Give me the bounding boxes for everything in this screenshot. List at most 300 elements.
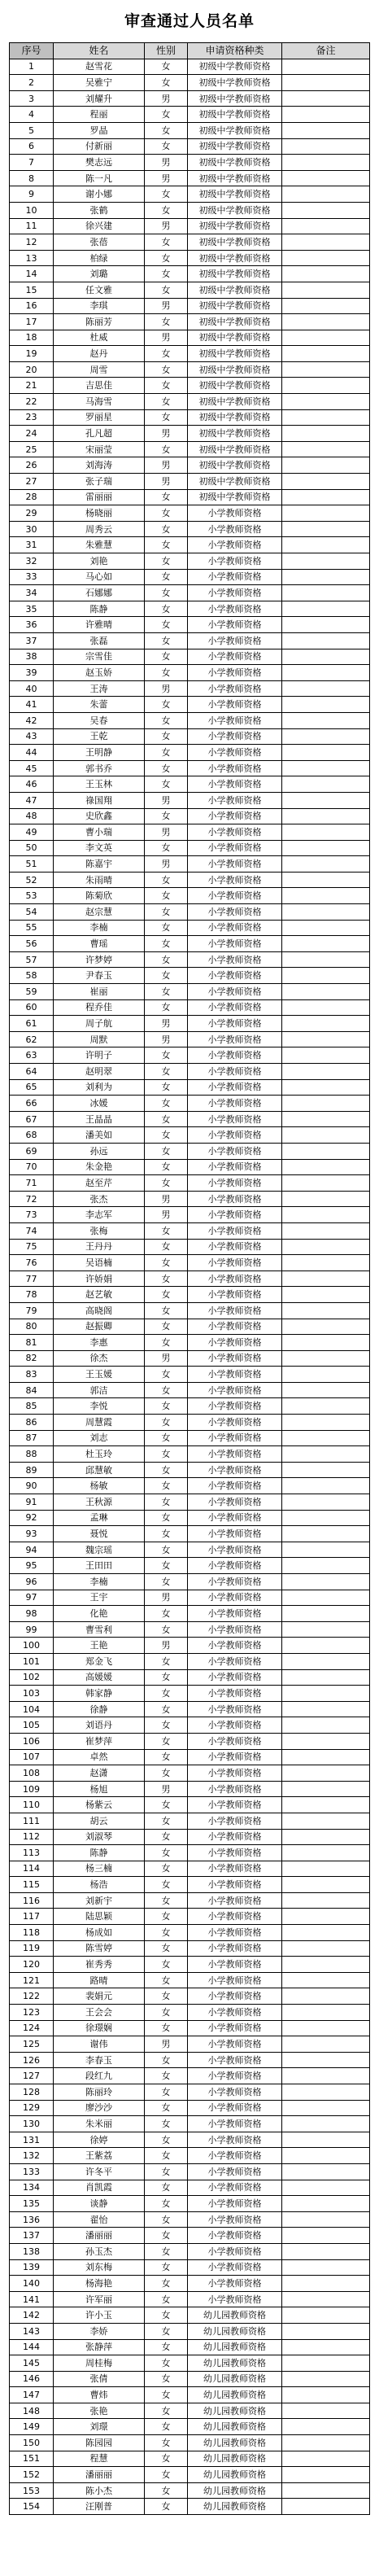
row-index: 22	[10, 394, 54, 410]
row-qualification-type: 小学教师资格	[188, 1255, 282, 1271]
table-row	[10, 1701, 370, 1717]
table-row	[10, 984, 370, 1000]
row-gender: 女	[145, 441, 188, 457]
row-index: 151	[10, 2451, 54, 2467]
table-row	[10, 489, 370, 505]
row-name: 宋丽莹	[54, 441, 145, 457]
row-remarks	[282, 840, 370, 856]
row-remarks	[282, 250, 370, 266]
row-index: 84	[10, 1382, 54, 1398]
row-index: 119	[10, 1940, 54, 1957]
row-name: 刘海涛	[54, 457, 145, 474]
row-gender: 女	[145, 1398, 188, 1415]
table-row	[10, 2116, 370, 2132]
row-remarks	[282, 441, 370, 457]
row-name: 杨紫云	[54, 1797, 145, 1813]
row-name: 张杰	[54, 1191, 145, 1207]
table-row	[10, 155, 370, 171]
row-qualification-type: 小学教师资格	[188, 1861, 282, 1877]
table-row	[10, 1957, 370, 1973]
row-qualification-type: 初级中学教师资格	[188, 155, 282, 171]
row-qualification-type: 小学教师资格	[188, 1175, 282, 1192]
row-gender: 女	[145, 2228, 188, 2244]
row-qualification-type: 小学教师资格	[188, 1047, 282, 1064]
row-gender: 女	[145, 75, 188, 91]
row-index: 14	[10, 266, 54, 282]
table-row	[10, 1669, 370, 1686]
row-qualification-type: 初级中学教师资格	[188, 90, 282, 107]
table-row	[10, 856, 370, 873]
row-remarks	[282, 2419, 370, 2435]
row-qualification-type: 小学教师资格	[188, 1350, 282, 1367]
row-name: 郭洁	[54, 1382, 145, 1398]
row-name: 陈丽芳	[54, 314, 145, 330]
row-index: 66	[10, 1096, 54, 1112]
row-name: 朱金艳	[54, 1159, 145, 1175]
row-index: 73	[10, 1207, 54, 1223]
row-qualification-type: 小学教师资格	[188, 2163, 282, 2180]
row-index: 65	[10, 1079, 54, 1096]
row-remarks	[282, 314, 370, 330]
row-qualification-type: 小学教师资格	[188, 1127, 282, 1144]
row-index: 68	[10, 1127, 54, 1144]
table-row	[10, 680, 370, 697]
row-gender: 女	[145, 394, 188, 410]
row-gender: 女	[145, 2291, 188, 2307]
row-gender: 男	[145, 457, 188, 474]
table-row	[10, 665, 370, 681]
row-index: 52	[10, 872, 54, 888]
row-gender: 女	[145, 409, 188, 426]
row-index: 63	[10, 1047, 54, 1064]
table-row	[10, 138, 370, 155]
row-index: 46	[10, 776, 54, 793]
table-row	[10, 1016, 370, 1032]
row-index: 87	[10, 1430, 54, 1446]
row-gender: 女	[145, 505, 188, 522]
row-index: 75	[10, 1239, 54, 1255]
row-gender: 男	[145, 1031, 188, 1047]
row-gender: 女	[145, 1701, 188, 1717]
row-remarks	[282, 2467, 370, 2483]
row-qualification-type: 小学教师资格	[188, 872, 282, 888]
row-index: 138	[10, 2243, 54, 2259]
row-remarks	[282, 968, 370, 984]
row-gender: 女	[145, 202, 188, 218]
row-qualification-type: 幼儿园教师资格	[188, 2307, 282, 2324]
row-remarks	[282, 155, 370, 171]
row-remarks	[282, 2211, 370, 2228]
row-remarks	[282, 2307, 370, 2324]
row-gender: 女	[145, 1079, 188, 1096]
row-qualification-type: 小学教师资格	[188, 2132, 282, 2148]
row-name: 韩家静	[54, 1686, 145, 1702]
row-gender: 女	[145, 553, 188, 570]
row-remarks	[282, 1813, 370, 1829]
row-name: 邱慧敏	[54, 1462, 145, 1478]
row-index: 107	[10, 1749, 54, 1765]
row-name: 李娇	[54, 2323, 145, 2339]
row-index: 140	[10, 2276, 54, 2292]
row-remarks	[282, 1335, 370, 1351]
row-index: 57	[10, 951, 54, 968]
row-remarks	[282, 1430, 370, 1446]
row-name: 朱米丽	[54, 2116, 145, 2132]
row-name: 张蓓	[54, 234, 145, 251]
row-gender: 女	[145, 1143, 188, 1159]
row-name: 杨敏	[54, 1478, 145, 1494]
row-index: 76	[10, 1255, 54, 1271]
table-row	[10, 1175, 370, 1192]
row-index: 116	[10, 1892, 54, 1909]
row-remarks	[282, 872, 370, 888]
row-gender: 女	[145, 840, 188, 856]
row-remarks	[282, 1271, 370, 1287]
table-row	[10, 1845, 370, 1861]
row-qualification-type: 小学教师资格	[188, 1335, 282, 1351]
row-name: 程慧	[54, 2451, 145, 2467]
row-index: 23	[10, 409, 54, 426]
table-row	[10, 999, 370, 1016]
row-remarks	[282, 1940, 370, 1957]
row-qualification-type: 小学教师资格	[188, 1016, 282, 1032]
table-row	[10, 712, 370, 728]
table-row	[10, 1111, 370, 1127]
table-row	[10, 649, 370, 665]
row-remarks	[282, 2451, 370, 2467]
row-qualification-type: 小学教师资格	[188, 665, 282, 681]
row-gender: 女	[145, 1733, 188, 1749]
table-row	[10, 1542, 370, 1558]
row-index: 78	[10, 1287, 54, 1303]
row-index: 124	[10, 2020, 54, 2036]
row-qualification-type: 小学教师资格	[188, 601, 282, 617]
row-index: 25	[10, 441, 54, 457]
row-name: 汪刚普	[54, 2499, 145, 2515]
header-qualification-type: 申请资格种类	[188, 43, 282, 59]
row-name: 尹春玉	[54, 968, 145, 984]
table-row	[10, 409, 370, 426]
row-remarks	[282, 266, 370, 282]
row-remarks	[282, 1143, 370, 1159]
row-gender: 女	[145, 2403, 188, 2419]
table-row	[10, 1972, 370, 1988]
table-row	[10, 2180, 370, 2196]
row-name: 陈丽玲	[54, 2084, 145, 2101]
row-name: 张子瑞	[54, 474, 145, 490]
row-index: 67	[10, 1111, 54, 1127]
row-remarks	[282, 1638, 370, 1654]
row-gender: 女	[145, 1686, 188, 1702]
row-remarks	[282, 585, 370, 601]
row-qualification-type: 小学教师资格	[188, 745, 282, 761]
table-row	[10, 2435, 370, 2451]
row-gender: 男	[145, 1638, 188, 1654]
table-row	[10, 1159, 370, 1175]
row-name: 杜玉玲	[54, 1446, 145, 1463]
table-row	[10, 2052, 370, 2068]
row-remarks	[282, 2084, 370, 2101]
row-gender: 男	[145, 170, 188, 186]
table-row	[10, 951, 370, 968]
row-index: 79	[10, 1302, 54, 1319]
row-name: 李文英	[54, 840, 145, 856]
row-qualification-type: 小学教师资格	[188, 1972, 282, 1988]
row-qualification-type: 初级中学教师资格	[188, 282, 282, 298]
row-index: 149	[10, 2419, 54, 2435]
table-row	[10, 1239, 370, 1255]
row-remarks	[282, 2020, 370, 2036]
row-qualification-type: 幼儿园教师资格	[188, 2451, 282, 2467]
row-qualification-type: 幼儿园教师资格	[188, 2467, 282, 2483]
row-remarks	[282, 75, 370, 91]
row-qualification-type: 初级中学教师资格	[188, 346, 282, 362]
row-name: 王玉媛	[54, 1367, 145, 1383]
table-row	[10, 1462, 370, 1478]
row-index: 55	[10, 920, 54, 936]
row-gender: 女	[145, 1940, 188, 1957]
table-row	[10, 170, 370, 186]
row-remarks	[282, 2339, 370, 2355]
row-remarks	[282, 1175, 370, 1192]
row-gender: 女	[145, 1302, 188, 1319]
row-gender: 女	[145, 1462, 188, 1478]
row-gender: 女	[145, 1430, 188, 1446]
row-index: 19	[10, 346, 54, 362]
row-name: 罗晶	[54, 122, 145, 138]
row-gender: 男	[145, 792, 188, 808]
table-row	[10, 1813, 370, 1829]
row-name: 杜威	[54, 330, 145, 346]
row-qualification-type: 初级中学教师资格	[188, 441, 282, 457]
row-gender: 女	[145, 2467, 188, 2483]
row-name: 宗雪佳	[54, 649, 145, 665]
row-name: 王会会	[54, 2005, 145, 2021]
row-index: 128	[10, 2084, 54, 2101]
row-name: 陆思颖	[54, 1909, 145, 1925]
row-index: 110	[10, 1797, 54, 1813]
row-name: 马海雪	[54, 394, 145, 410]
table-row	[10, 1302, 370, 1319]
table-row	[10, 824, 370, 841]
row-name: 李志军	[54, 1207, 145, 1223]
row-remarks	[282, 1972, 370, 1988]
row-remarks	[282, 521, 370, 537]
row-gender: 女	[145, 2132, 188, 2148]
row-gender: 女	[145, 2435, 188, 2451]
row-name: 马心如	[54, 569, 145, 585]
row-remarks	[282, 808, 370, 824]
row-remarks	[282, 2291, 370, 2307]
row-remarks	[282, 1717, 370, 1734]
row-qualification-type: 小学教师资格	[188, 1096, 282, 1112]
row-name: 崔丽	[54, 984, 145, 1000]
row-remarks	[282, 122, 370, 138]
row-index: 20	[10, 361, 54, 378]
row-remarks	[282, 1127, 370, 1144]
row-remarks	[282, 1350, 370, 1367]
row-gender: 女	[145, 1047, 188, 1064]
table-row	[10, 426, 370, 442]
row-remarks	[282, 59, 370, 75]
table-row	[10, 1686, 370, 1702]
row-remarks	[282, 1382, 370, 1398]
row-index: 7	[10, 155, 54, 171]
row-name: 徐兴建	[54, 218, 145, 234]
row-name: 刘志	[54, 1430, 145, 1446]
row-remarks	[282, 1191, 370, 1207]
row-qualification-type: 初级中学教师资格	[188, 170, 282, 186]
row-gender: 女	[145, 1064, 188, 1080]
row-qualification-type: 小学教师资格	[188, 505, 282, 522]
row-index: 12	[10, 234, 54, 251]
row-qualification-type: 小学教师资格	[188, 1621, 282, 1638]
row-index: 71	[10, 1175, 54, 1192]
row-remarks	[282, 1159, 370, 1175]
row-remarks	[282, 617, 370, 633]
table-row	[10, 569, 370, 585]
row-qualification-type: 小学教师资格	[188, 2068, 282, 2084]
row-index: 146	[10, 2371, 54, 2387]
row-remarks	[282, 1494, 370, 1511]
table-row	[10, 2005, 370, 2021]
row-gender: 女	[145, 2196, 188, 2212]
table-row	[10, 2228, 370, 2244]
header-index: 序号	[10, 43, 54, 59]
row-qualification-type: 小学教师资格	[188, 1319, 282, 1335]
row-gender: 女	[145, 2276, 188, 2292]
row-qualification-type: 小学教师资格	[188, 1302, 282, 1319]
row-gender: 男	[145, 298, 188, 314]
row-gender: 女	[145, 138, 188, 155]
table-row	[10, 1446, 370, 1463]
row-index: 143	[10, 2323, 54, 2339]
table-row	[10, 2243, 370, 2259]
row-remarks	[282, 1590, 370, 1606]
row-remarks	[282, 138, 370, 155]
row-index: 109	[10, 1781, 54, 1797]
row-remarks	[282, 2180, 370, 2196]
row-qualification-type: 小学教师资格	[188, 1606, 282, 1622]
row-name: 刘新宇	[54, 1892, 145, 1909]
row-gender: 女	[145, 1845, 188, 1861]
row-remarks	[282, 2482, 370, 2499]
row-qualification-type: 初级中学教师资格	[188, 489, 282, 505]
table-row	[10, 2307, 370, 2324]
row-gender: 男	[145, 1207, 188, 1223]
row-qualification-type: 小学教师资格	[188, 1207, 282, 1223]
row-remarks	[282, 1957, 370, 1973]
row-index: 129	[10, 2100, 54, 2116]
row-name: 魏宗瑶	[54, 1542, 145, 1558]
row-name: 高晓阁	[54, 1302, 145, 1319]
row-gender: 女	[145, 1335, 188, 1351]
row-remarks	[282, 792, 370, 808]
row-qualification-type: 小学教师资格	[188, 2020, 282, 2036]
row-index: 29	[10, 505, 54, 522]
table-row	[10, 537, 370, 553]
row-gender: 男	[145, 680, 188, 697]
row-gender: 女	[145, 2163, 188, 2180]
row-qualification-type: 小学教师资格	[188, 1031, 282, 1047]
row-gender: 男	[145, 90, 188, 107]
row-name: 王明静	[54, 745, 145, 761]
table-row	[10, 792, 370, 808]
row-remarks	[282, 665, 370, 681]
table-row	[10, 1653, 370, 1669]
row-index: 148	[10, 2403, 54, 2419]
row-qualification-type: 小学教师资格	[188, 760, 282, 776]
row-remarks	[282, 1478, 370, 1494]
row-name: 卓然	[54, 1749, 145, 1765]
row-name: 杨晓丽	[54, 505, 145, 522]
row-gender: 女	[145, 1222, 188, 1239]
table-row	[10, 1940, 370, 1957]
row-qualification-type: 小学教师资格	[188, 1415, 282, 1431]
row-remarks	[282, 282, 370, 298]
row-qualification-type: 小学教师资格	[188, 951, 282, 968]
row-qualification-type: 初级中学教师资格	[188, 250, 282, 266]
row-qualification-type: 初级中学教师资格	[188, 330, 282, 346]
row-index: 77	[10, 1271, 54, 1287]
row-remarks	[282, 409, 370, 426]
row-qualification-type: 小学教师资格	[188, 2291, 282, 2307]
row-gender: 女	[145, 1606, 188, 1622]
row-remarks	[282, 1287, 370, 1303]
table-row	[10, 2451, 370, 2467]
row-gender: 女	[145, 632, 188, 649]
row-name: 石娜娜	[54, 585, 145, 601]
table-row	[10, 234, 370, 251]
row-qualification-type: 小学教师资格	[188, 1940, 282, 1957]
table-body	[10, 59, 370, 2514]
row-remarks	[282, 1446, 370, 1463]
row-name: 任文雅	[54, 282, 145, 298]
row-qualification-type: 小学教师资格	[188, 2005, 282, 2021]
row-remarks	[282, 1669, 370, 1686]
row-name: 刘璐	[54, 266, 145, 282]
row-gender: 女	[145, 1446, 188, 1463]
row-index: 108	[10, 1765, 54, 1782]
row-qualification-type: 幼儿园教师资格	[188, 2323, 282, 2339]
row-qualification-type: 小学教师资格	[188, 1398, 282, 1415]
header-remarks: 备注	[282, 43, 370, 59]
row-qualification-type: 幼儿园教师资格	[188, 2371, 282, 2387]
row-qualification-type: 小学教师资格	[188, 1494, 282, 1511]
row-gender: 男	[145, 2036, 188, 2053]
table-row	[10, 1335, 370, 1351]
row-index: 37	[10, 632, 54, 649]
row-qualification-type: 小学教师资格	[188, 1064, 282, 1080]
row-remarks	[282, 1239, 370, 1255]
row-name: 张梅	[54, 1222, 145, 1239]
row-qualification-type: 小学教师资格	[188, 1957, 282, 1973]
row-qualification-type: 小学教师资格	[188, 1542, 282, 1558]
row-gender: 女	[145, 2339, 188, 2355]
table-header-row	[10, 43, 370, 59]
row-index: 125	[10, 2036, 54, 2053]
row-remarks	[282, 346, 370, 362]
row-qualification-type: 小学教师资格	[188, 920, 282, 936]
row-qualification-type: 初级中学教师资格	[188, 186, 282, 203]
row-index: 131	[10, 2132, 54, 2148]
row-qualification-type: 初级中学教师资格	[188, 409, 282, 426]
row-gender: 女	[145, 1382, 188, 1398]
row-gender: 女	[145, 2148, 188, 2164]
row-remarks	[282, 90, 370, 107]
row-index: 103	[10, 1686, 54, 1702]
row-qualification-type: 小学教师资格	[188, 2243, 282, 2259]
